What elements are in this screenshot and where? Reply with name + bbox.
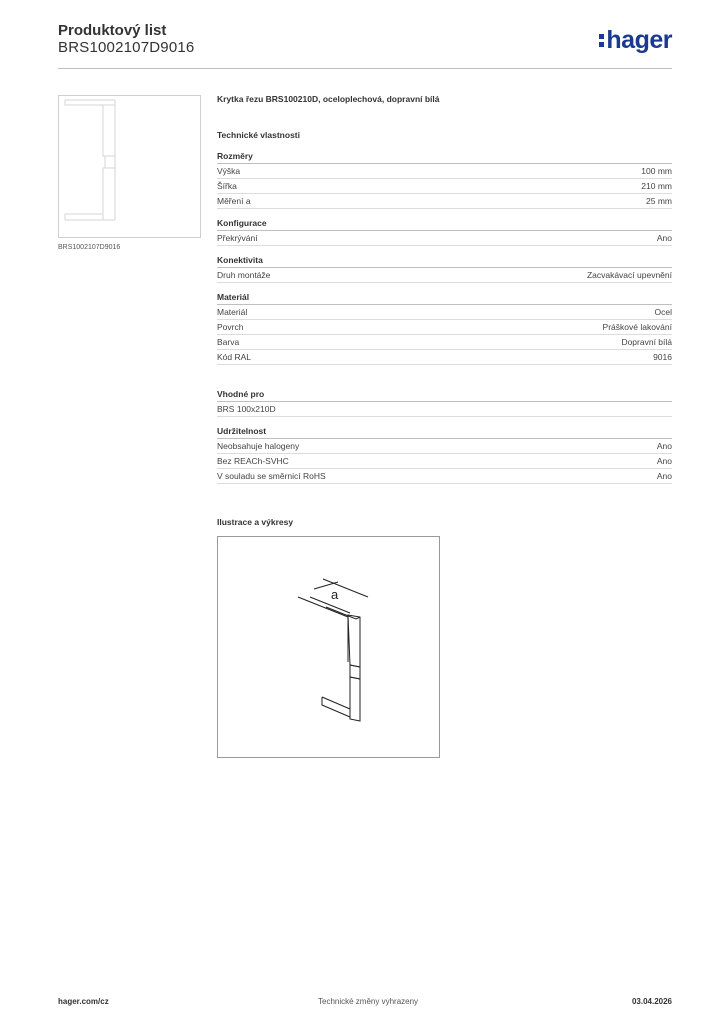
table-row [217, 469, 672, 484]
hager-logo [599, 26, 672, 55]
row-value: Zacvakávací upevnění [586, 270, 672, 280]
row-label: Povrch [217, 322, 244, 332]
table-row [217, 335, 672, 350]
section-title: Rozměry [217, 151, 672, 164]
logo-text: hager [606, 26, 672, 54]
table-row [217, 194, 672, 209]
row-label: Kód RAL [217, 352, 252, 362]
row-value: 9016 [653, 352, 672, 362]
row-label: Materiál [217, 307, 248, 317]
table-row [217, 439, 672, 454]
row-value: Ocel [654, 307, 672, 317]
table-row [217, 402, 672, 417]
table-row [217, 320, 672, 335]
row-value: Ano [656, 233, 672, 243]
row-value: Ano [656, 471, 672, 481]
section-title: Materiál [217, 292, 672, 305]
row-label: Barva [217, 337, 240, 347]
row-value: Dopravní bílá [621, 337, 672, 347]
thumbnail-caption: BRS1002107D9016 [58, 244, 121, 251]
section-sustainability [217, 426, 672, 484]
row-value: 25 mm [646, 196, 672, 206]
table-row [217, 454, 672, 469]
technical-drawing-icon [218, 537, 439, 757]
header-divider [58, 68, 672, 69]
row-label: BRS 100x210D [217, 404, 276, 414]
illustration-title: Ilustrace a výkresy [217, 517, 294, 527]
section-title: Konfigurace [217, 218, 672, 231]
row-label: Měření a [217, 196, 251, 206]
row-label: Šířka [217, 181, 237, 191]
row-value: Ano [656, 441, 672, 451]
page-title: Produktový list [58, 22, 167, 39]
section-configuration [217, 218, 672, 246]
section-material [217, 292, 672, 365]
row-value: 100 mm [641, 166, 672, 176]
section-connectivity [217, 255, 672, 283]
row-label: Výška [217, 166, 241, 176]
section-title: Vhodné pro [217, 389, 672, 402]
table-row [217, 305, 672, 320]
footer-website: hager.com/cz [58, 997, 109, 1006]
section-suitable-for [217, 389, 672, 417]
table-row [217, 268, 672, 283]
logo-dots-icon [599, 34, 604, 47]
table-row [217, 231, 672, 246]
footer-notice: Technické změny vyhrazeny [318, 997, 419, 1006]
table-row [217, 350, 672, 365]
product-thumbnail-icon [59, 96, 200, 237]
row-label: V souladu se směrnicí RoHS [217, 471, 326, 481]
section-title: Konektivita [217, 255, 672, 268]
product-thumbnail [58, 95, 201, 238]
row-label: Bez REACh-SVHC [217, 456, 289, 466]
row-label: Druh montáže [217, 270, 271, 280]
dimension-label: a [331, 587, 339, 602]
product-code: BRS1002107D9016 [58, 39, 195, 56]
row-value: 210 mm [641, 181, 672, 191]
tech-heading: Technické vlastnosti [217, 130, 300, 140]
row-value: Ano [656, 456, 672, 466]
table-row [217, 179, 672, 194]
footer-date: 03.04.2026 [631, 997, 672, 1006]
product-details [217, 94, 672, 493]
product-name: Krytka řezu BRS100210D, oceloplechová, dopravní bílá [217, 94, 440, 104]
section-dimensions [217, 151, 672, 209]
table-row [217, 164, 672, 179]
row-label: Neobsahuje halogeny [217, 441, 300, 451]
illustration-drawing [217, 536, 440, 758]
section-title: Udržitelnost [217, 426, 672, 439]
row-value: Práškové lakování [602, 322, 672, 332]
row-label: Překrývání [217, 233, 258, 243]
